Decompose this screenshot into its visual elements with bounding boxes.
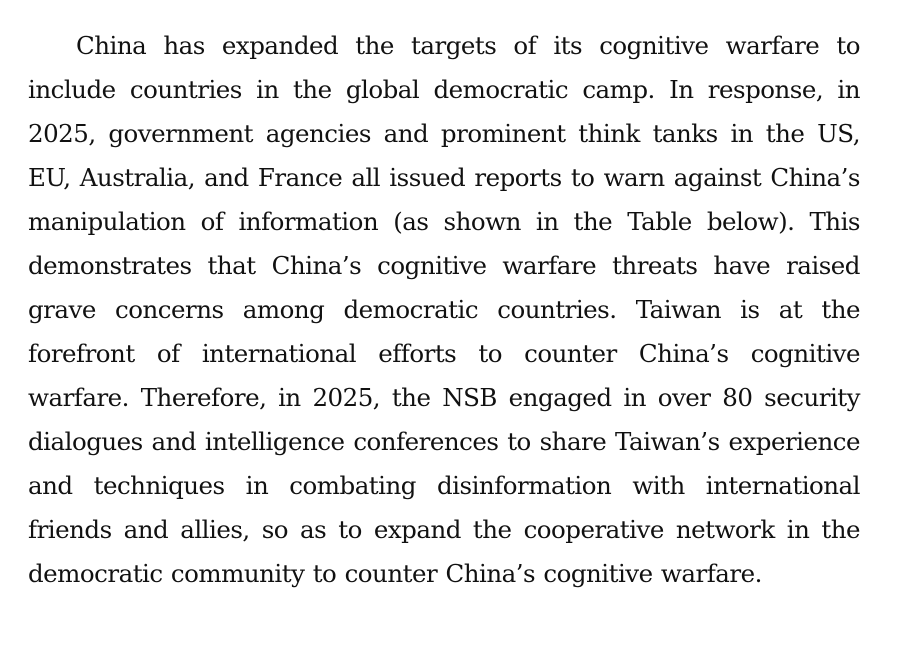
document-page [28,24,860,596]
body-paragraph: China has expanded the targets of its cognitive warfare to include countries in the global democratic camp. In response, in 2025, government agencies and prominent think tanks in the US, EU, Australia, and France all issued reports to warn against China’s manipulation of information (as shown in the Table below). This demonstrates that China’s cognitive warfare threats have raised grave concerns among democratic countries. Taiwan is at the forefront of international efforts to counter China’s cognitive warfare. Therefore, in 2025, the NSB engaged in over 80 security dialogues and intelligence conferences to share Taiwan’s experience and techniques in combating disinformation with international friends and allies, so as to expand the cooperative network in the democratic community to counter China’s cognitive warfare. [28,31,860,588]
